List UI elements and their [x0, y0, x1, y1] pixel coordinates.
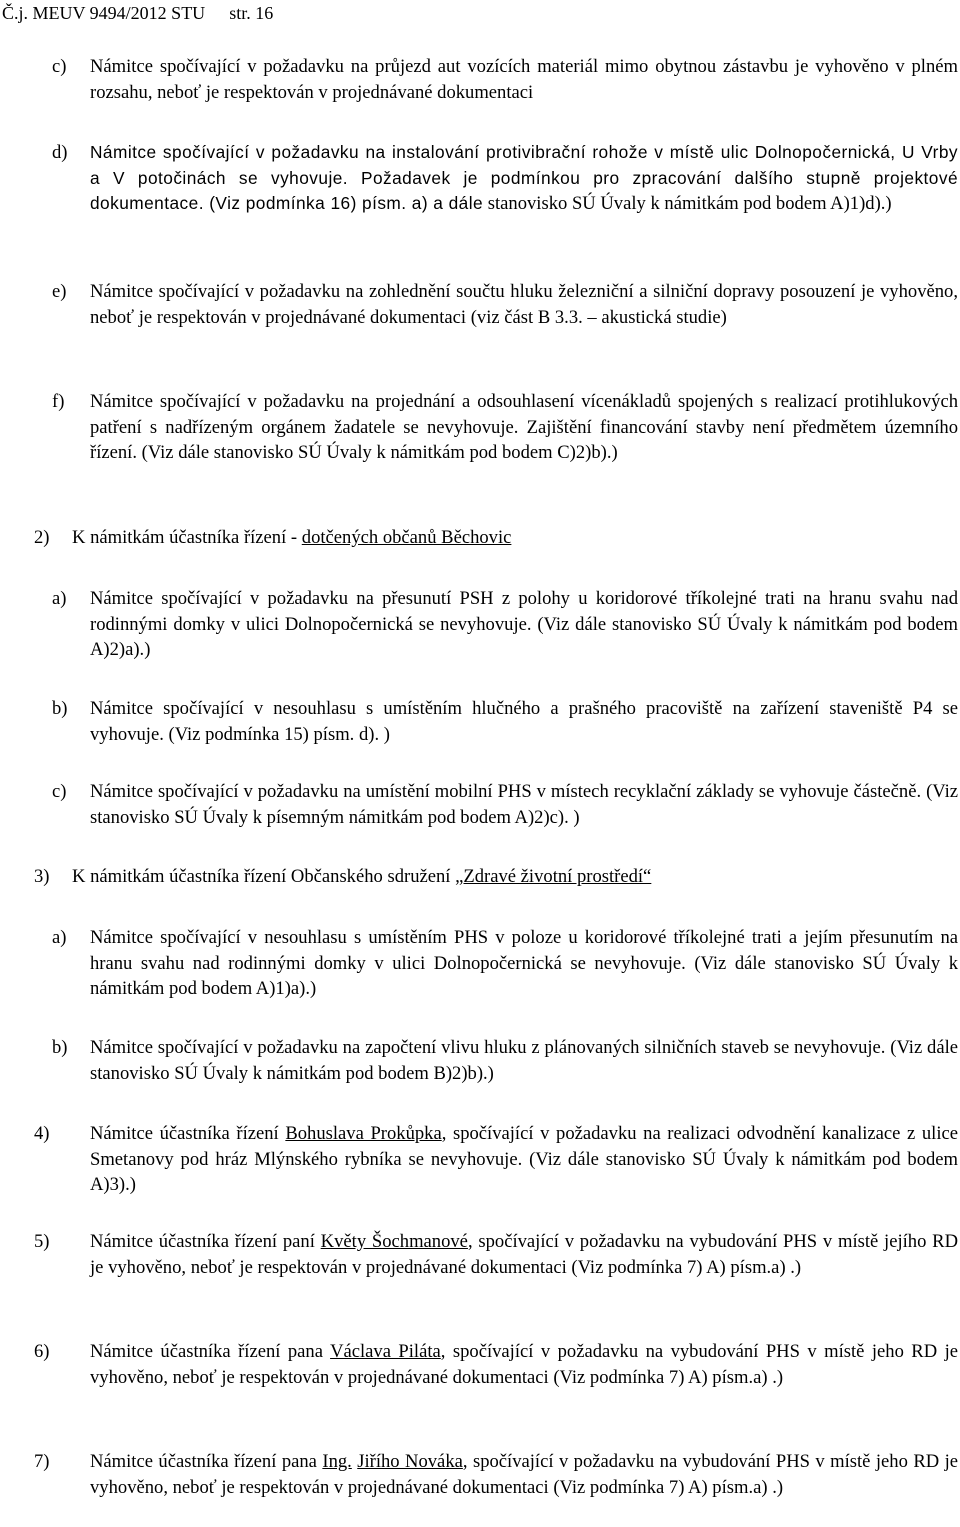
- item-text-pre: Námitce účastníka řízení paní: [90, 1231, 321, 1252]
- item-label: e): [52, 281, 67, 302]
- item-label: f): [52, 391, 65, 412]
- item-text: Námitce spočívající v požadavku na projednání a odsouhlasení vícenákladů spojených s realizací protihlukových patření s nadřízeným orgánem žadatele se nevyhovuje. Zajištění financování stavby není předmětem územního řízení. (Viz dále stanovisko SÚ Úvaly k námitkám pod bodem C)2)b).): [90, 391, 958, 463]
- item-text: stanovisko SÚ Úvaly k námitkám pod bodem A)1)d).): [487, 193, 892, 214]
- item-label: 6): [34, 1341, 50, 1362]
- objection-4: [0, 1121, 958, 1198]
- item-text: Námitce spočívající v požadavku na průjezd aut vozících materiál mimo obytnou zástavbu je vyhověno v plném rozsahu, neboť je respektován v projednávané dokumentaci: [90, 56, 958, 103]
- item-text: Námitce spočívající v požadavku na započtení vlivu hluku z plánovaných silničních staveb se nevyhovuje. (Viz dále stanovisko SÚ Úvaly k námitkám pod bodem B)2)b).): [90, 1037, 958, 1084]
- item-text: Námitce spočívající v nesouhlasu s umístěním hlučného a prašného pracoviště na zařízení staveniště P4 se vyhovuje. (Viz podmínka 15) písm. d). ): [90, 698, 958, 745]
- objection-2b: [0, 696, 958, 747]
- item-text-post: , spočívající v požadavku na vybudování PHS v místě jejího RD je vyhověno, neboť je respektován v projednávané dokumentaci (Viz podmínka 7) A) písm.a) .): [90, 1231, 959, 1278]
- section-2-heading: [34, 525, 511, 551]
- section-lead: K námitkám účastníka řízení -: [72, 527, 302, 548]
- item-text: Námitce spočívající v požadavku na přesunutí PSH z polohy u koridorové tříkolejné trati na hranu svahu nad rodinnými domky v ulici Dolnopočernická se nevyhovuje. (Viz dále stanovisko SÚ Úvaly k námitkám pod bodem A)2)a).): [90, 588, 958, 660]
- section-3-heading: [34, 864, 651, 890]
- person-name: Květy Šochmanové: [320, 1231, 468, 1252]
- item-text-post: , spočívající v požadavku na vybudování PHS v místě jeho RD je vyhověno, neboť je respektován v projednávané dokumentaci (Viz podmínka 7) A) písm.a) .): [90, 1451, 959, 1498]
- page-header: [2, 2, 273, 24]
- section-number: 2): [34, 527, 50, 548]
- section-number: 3): [34, 866, 50, 887]
- item-text: Námitce spočívající v požadavku na umístění mobilní PHS v místech recyklační základy se vyhovuje částečně. (Viz stanovisko SÚ Úvaly k písemným námitkám pod bodem A)2)c). ): [90, 781, 958, 828]
- reference-number: Č.j. MEUV 9494/2012 STU: [2, 3, 206, 23]
- item-text-post: , spočívající v požadavku na vybudování PHS v místě jeho RD je vyhověno, neboť je respektován v projednávané dokumentaci (Viz podmínka 7) A) písm.a) .): [90, 1341, 958, 1388]
- item-text-sans: Námitce spočívající v požadavku na instalování protivibrační rohože v místě ulic Dolnopočernická, U Vrby a V potočinách se vyhovuje. Požadavek je podmínkou pro zpracování dalšího stupně projektové dokumentace. (Viz podmínka 16) písm. a) a dále: [90, 142, 958, 213]
- item-label: d): [52, 142, 68, 163]
- item-label: c): [52, 781, 67, 802]
- item-label: c): [52, 56, 67, 77]
- objection-1d: [0, 140, 958, 217]
- item-text: Námitce spočívající v nesouhlasu s umístěním PHS v poloze u koridorové tříkolejné trati a jejím přesunutím na hranu svahu nad rodinnými domky v ulici Dolnopočernická se nevyhovuje. (Viz dále stanovisko SÚ Úvaly k námitkám pod bodem A)1)a).): [90, 927, 958, 999]
- item-label: 4): [34, 1123, 50, 1144]
- page-number: str. 16: [229, 3, 274, 23]
- item-label: a): [52, 927, 67, 948]
- item-text-post: , spočívající v požadavku na realizaci odvodnění kanalizace z ulice Smetanovy pod hráz Mlýnského rybníka se nevyhovuje. (Viz dále stanovisko SÚ Úvaly k námitkám pod bodem A)3).): [90, 1123, 958, 1195]
- item-text: Námitce spočívající v požadavku na zohlednění součtu hluku železniční a silniční dopravy posouzení je vyhověno, neboť je respektován v projednávané dokumentaci (viz část B 3.3. – akustická studie): [90, 281, 958, 328]
- item-label: 5): [34, 1231, 50, 1252]
- section-subject: dotčených občanů Běchovic: [301, 527, 512, 548]
- objection-7: [0, 1449, 958, 1500]
- person-name: Václava Piláta: [330, 1341, 441, 1362]
- objection-1f: [0, 389, 958, 466]
- objection-2a: [0, 586, 958, 663]
- section-lead: K námitkám účastníka řízení Občanského sdružení: [72, 866, 456, 887]
- person-name: Bohuslava Prokůpka: [285, 1123, 442, 1144]
- person-name: Jiřího Nováka: [357, 1451, 463, 1472]
- item-label: 7): [34, 1451, 50, 1472]
- objection-2c: [0, 779, 958, 830]
- objection-1e: [0, 279, 958, 330]
- item-label: b): [52, 698, 68, 719]
- section-subject: „Zdravé životní prostředí“: [455, 866, 652, 887]
- item-text-pre: Námitce účastníka řízení pana: [90, 1451, 323, 1472]
- item-label: b): [52, 1037, 68, 1058]
- objection-5: [0, 1229, 958, 1280]
- item-text-pre: Námitce účastníka řízení pana: [90, 1341, 331, 1362]
- item-text-pre: Námitce účastníka řízení: [90, 1123, 286, 1144]
- person-title: Ing.: [322, 1451, 352, 1472]
- objection-3a: [0, 925, 958, 1002]
- objection-3b: [0, 1035, 958, 1086]
- objection-1c: [0, 54, 958, 105]
- objection-6: [0, 1339, 958, 1390]
- item-label: a): [52, 588, 67, 609]
